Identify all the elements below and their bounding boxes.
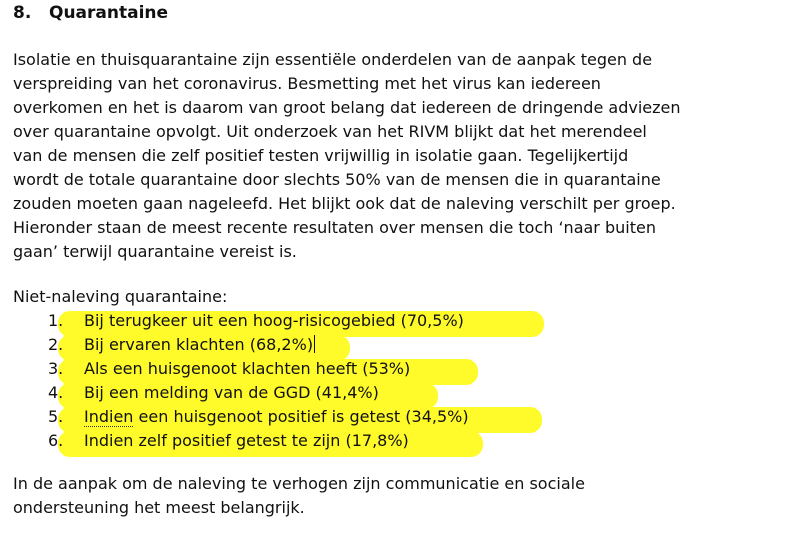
document-body	[13, 2, 793, 520]
paragraph-line: In de aanpak om de naleving te verhogen zijn communicatie en sociale	[13, 474, 585, 493]
text-cursor	[314, 335, 315, 353]
list-text-wrap[interactable]	[84, 405, 469, 429]
paragraph-line: ondersteuning het meest belangrijk.	[13, 498, 305, 517]
list-item	[13, 357, 793, 381]
non-compliance-list	[13, 309, 793, 453]
list-text[interactable]: Indien zelf positief getest te zijn (17,8%)	[84, 431, 409, 450]
list-number: 2.	[48, 335, 64, 354]
list-number: 1.	[48, 311, 64, 330]
intro-paragraph	[13, 48, 793, 264]
list-item	[13, 381, 793, 405]
list-number: 3.	[48, 359, 64, 378]
list-text-wrap[interactable]	[84, 333, 315, 357]
list-number: 6.	[48, 431, 64, 450]
section-heading	[13, 2, 793, 24]
paragraph-line: verspreiding van het coronavirus. Besmetting met het virus kan iedereen	[13, 74, 601, 93]
list-text: een huisgenoot positief is getest (34,5%)	[133, 407, 469, 426]
list-item	[13, 429, 793, 453]
paragraph-line: over quarantaine opvolgt. Uit onderzoek van het RIVM blijkt dat het merendeel	[13, 122, 647, 141]
paragraph-line: van de mensen die zelf positief testen vrijwillig in isolatie gaan. Tegelijkertijd	[13, 146, 629, 165]
paragraph-line: gaan’ terwijl quarantaine vereist is.	[13, 242, 297, 261]
list-item	[13, 405, 793, 429]
section-number: 8.	[13, 3, 32, 23]
spellcheck-underlined-word: Indien	[84, 407, 134, 426]
list-title: Niet-naleving quarantaine:	[13, 287, 228, 306]
paragraph-line: Hieronder staan de meest recente resultaten over mensen die toch ‘naar buiten	[13, 218, 656, 237]
list-item	[13, 309, 793, 333]
list-text[interactable]: Bij een melding van de GGD (41,4%)	[84, 383, 379, 402]
list-number: 5.	[48, 407, 64, 426]
section-title: Quarantaine	[49, 3, 169, 23]
list-text: Bij ervaren klachten (68,2%)	[84, 335, 314, 354]
list-number: 4.	[48, 383, 64, 402]
closing-paragraph	[13, 472, 793, 520]
list-item	[13, 333, 793, 357]
list-text[interactable]: Als een huisgenoot klachten heeft (53%)	[84, 359, 411, 378]
paragraph-line: Isolatie en thuisquarantaine zijn essentiële onderdelen van de aanpak tegen de	[13, 50, 653, 69]
paragraph-line: wordt de totale quarantaine door slechts 50% van de mensen die in quarantaine	[13, 170, 661, 189]
paragraph-line: overkomen en het is daarom van groot belang dat iedereen de dringende adviezen	[13, 98, 681, 117]
paragraph-line: zouden moeten gaan nageleefd. Het blijkt ook dat de naleving verschilt per groep.	[13, 194, 676, 213]
list-text[interactable]: Bij terugkeer uit een hoog-risicogebied (70,5%)	[84, 311, 464, 330]
